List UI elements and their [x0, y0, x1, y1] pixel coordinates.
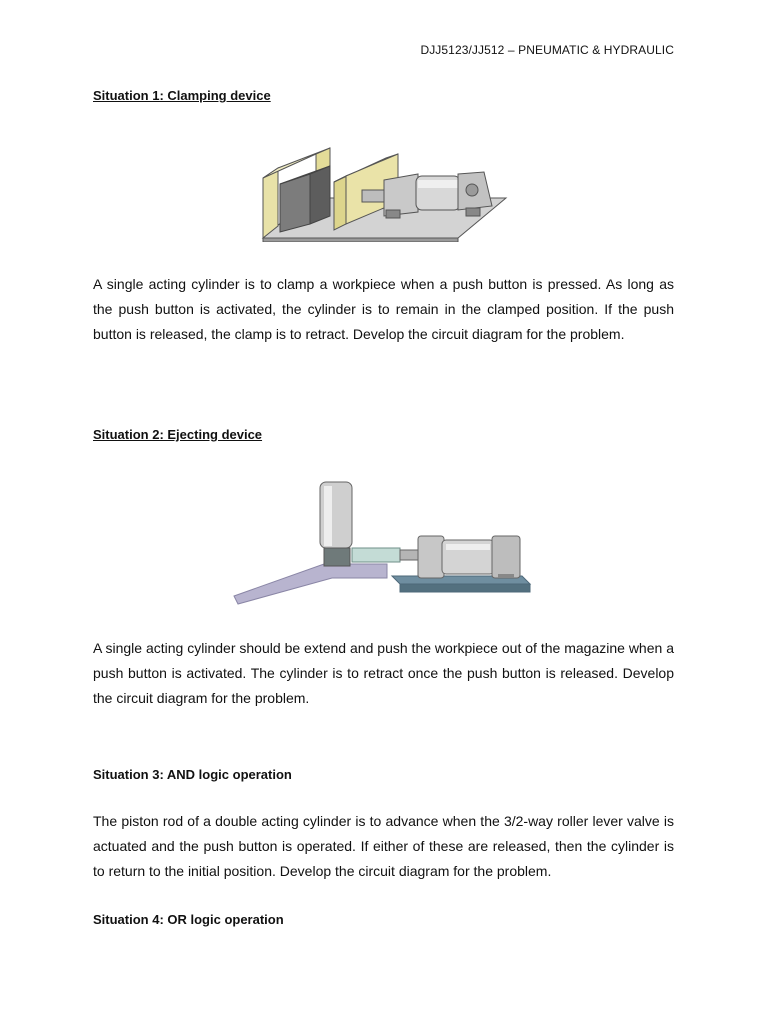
situation-2-title: Situation 2: Ejecting device [93, 427, 263, 442]
ejecting-device-illustration [232, 478, 532, 606]
situation-1-body: A single acting cylinder is to clamp a workpiece when a push button is pressed. As long as the push button is activated, the cylinder is to remain in the clamped position. If the push button is released, the clamp is to retract. Develop the circuit diagram for the problem. [93, 276, 674, 342]
page-header: DJJ5123/JJ512 – PNEUMATIC & HYDRAULIC [420, 43, 674, 57]
situation-3-body: The piston rod of a double acting cylinder is to advance when the 3/2-way roller lever valve is actuated and the push button is operated. If either of these are released, then the cylinder is to return to the initial position. Develop the circuit diagram for the problem. [93, 813, 674, 879]
situation-4-title: Situation 4: OR logic operation [93, 912, 284, 927]
clamping-device-illustration [258, 146, 508, 242]
situation-3-title: Situation 3: AND logic operation [93, 767, 292, 782]
situation-1-title: Situation 1: Clamping device [93, 88, 271, 103]
situation-2-body: A single acting cylinder should be extend and push the workpiece out of the magazine when a push button is activated. The cylinder is to retract once the push button is released. Develop the circuit diagram for the problem. [93, 640, 674, 706]
